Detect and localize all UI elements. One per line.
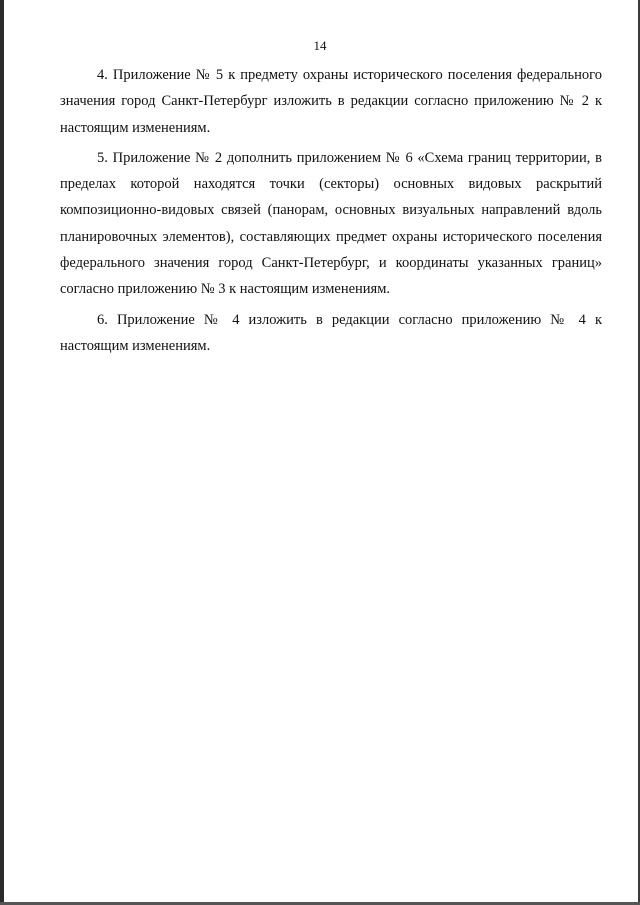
paragraph-4: 4. Приложение № 5 к предмету охраны исторического поселения федерального значения город Санкт-Петербург изложить в редакции согласно приложению № 2 к настоящим изменениям. bbox=[60, 67, 602, 136]
scan-edge-left bbox=[0, 0, 4, 905]
page-number: 14 bbox=[313, 38, 327, 53]
paragraph-5: 5. Приложение № 2 дополнить приложением № 6 «Схема границ территории, в пределах которой находятся точки (секторы) основных видовых раскрытий композиционно-видовых связей (панорам, основных визуальных направлений вдоль планировочных элементов), составляющих предмет охраны исторического поселения федерального значения город Санкт-Петербург, и координаты указанных границ» согласно приложению № 3 к настоящим изменениям. bbox=[60, 149, 602, 298]
paragraph-6: 6. Приложение № 4 изложить в редакции согласно приложению № 4 к настоящим изменениям. bbox=[60, 311, 602, 354]
document-body bbox=[60, 62, 602, 363]
